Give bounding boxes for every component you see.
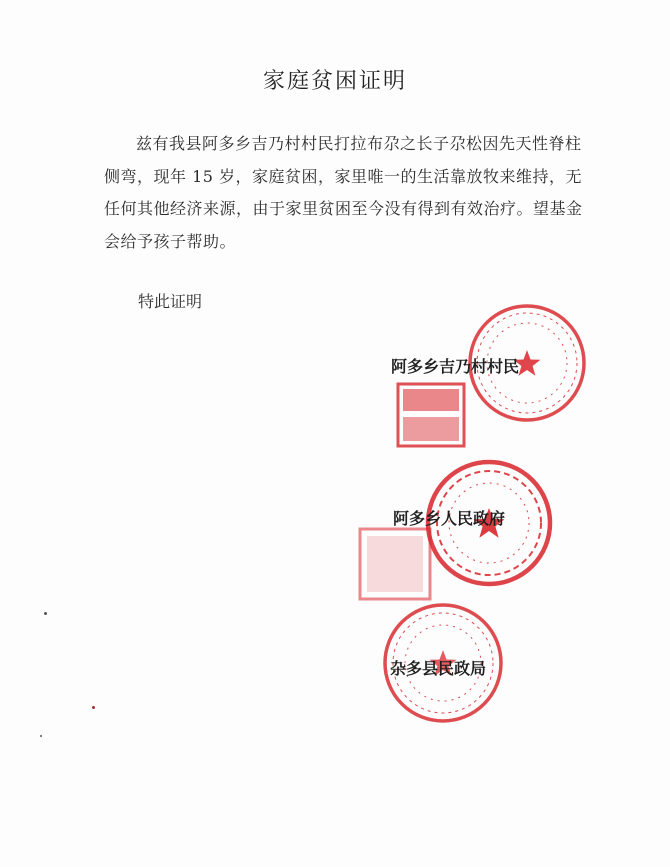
signature-civil-affairs-bureau: 杂多县民政局 bbox=[390, 659, 487, 678]
signature-township-government: 阿多乡人民政府 bbox=[393, 509, 506, 528]
scan-speck bbox=[92, 706, 95, 709]
signature-village: 阿多乡吉乃村村民 bbox=[391, 357, 520, 376]
square-stamp-1 bbox=[395, 381, 467, 449]
square-stamp-2 bbox=[357, 526, 433, 602]
body-paragraph: 兹有我县阿多乡吉乃村村民打拉布尕之长子尕松因先天性脊柱侧弯，现年 15 岁，家庭贫困，家里唯一的生活靠放牧来维持，无任何其他经济来源，由于家里贫困至今没有得到有效治疗。望基金会给予孩子帮助。 bbox=[104, 134, 583, 251]
closing-phrase: 特此证明 bbox=[138, 292, 203, 311]
scan-speck bbox=[40, 735, 42, 737]
document-title: 家庭贫困证明 bbox=[262, 69, 407, 94]
scan-speck bbox=[44, 612, 47, 615]
